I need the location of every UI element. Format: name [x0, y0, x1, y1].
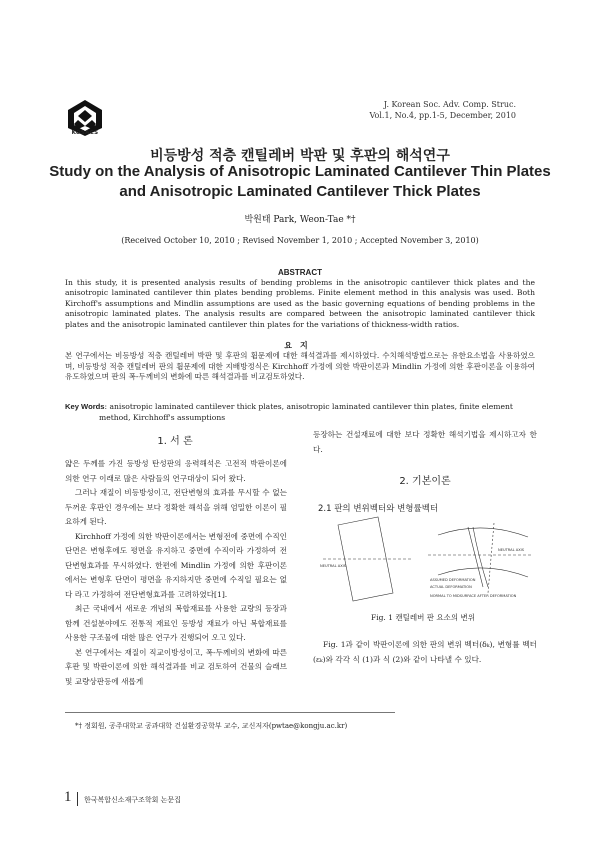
section-1-paragraph: 그러나 재질이 비등방성이고, 전단변형의 효과를 무시할 수 없는 두꺼운 후판인 경우에는 보다 정확한 해석을 위해 엄밀한 이론이 필요하게 된다. [65, 488, 287, 526]
section-1-paragraph: 본 연구에서는 재질이 직교이방성이고, 폭-두께비의 변화에 따른 후판 및 박판이론에 의한 해석결과를 비교 검토하여 건물의 슬래브 및 교량상판등에 새롭게 [65, 647, 287, 686]
received-dates: (Received October 10, 2010 ; Revised November 1, 2010 ; Accepted November 3, 2010) [121, 236, 479, 245]
korean-abstract-heading: 요지 [284, 341, 316, 350]
figure-1-caption: Fig. 1 캔틸레버 판 요소의 변위 [371, 613, 475, 622]
title-english-line-1: Study on the Analysis of Anisotropic Laminated Cantilever Thin Plates [49, 163, 551, 180]
section-1-paragraph: 얇은 두께를 가진 등방성 탄성판의 응력해석은 고전적 박판이론에 의한 연구 이래로 많은 사람들의 연구대상이 되어 왔다. [65, 459, 287, 483]
section-2-heading: 2. 기본이론 [399, 476, 451, 487]
label-actual-deformation: ACTUAL DEFORMATION [430, 585, 472, 589]
section-1-paragraph: Kirchhoff 가정에 의한 박판이론에서는 변형전에 중면에 수직인 단면은 변형후에도 평면을 유지하고 중면에 수직이라 가정하여 전단변형효과를 무시하였다. 한편에 Mindlin 가정에 의한 후판이론에서는 변형후 단면이 평면을 유지하지만 중면에 수직일 필요는 없다 라고 가정하여 전단변형효과를 고려하였다[1]. [65, 531, 287, 599]
section-1-heading: 1. 서 론 [157, 436, 193, 447]
keywords-label: Key Words [65, 402, 105, 411]
page-number-divider [77, 792, 78, 806]
footer-journal-name: 한국복합신소재구조학회 논문집 [84, 796, 181, 804]
keywords [65, 402, 535, 423]
keywords-text-2: method, Kirchhoff's assumptions [99, 412, 226, 422]
label-normal-to-midsurface: NORMAL TO MIDSURFACE AFTER DEFORMATION [430, 594, 517, 598]
journal-line-2: Vol.1, No.4, pp.1-5, December, 2010 [369, 111, 516, 120]
footnote-divider [65, 712, 395, 713]
korean-abstract-text: 본 연구에서는 비등방성 적층 캔틸레버 박판 및 후판의 휨문제에 대한 해석결과를 제시하였다. 수치해석방법으로는 유한요소법을 사용하였으며, 비등방성 적층 캔틸레버 판의 휨문제에 대한 지배방정식은 Kirchhoff 가정에 의한 박판이론과 Mindlin 가정에 의한 후판이론을 이용하여 유도하였으며 판의 폭-두께비의 변화에 따른 해석결과를 비교검토하였다. [65, 351, 535, 382]
title-english-line-2: and Anisotropic Laminated Cantilever Thick Plates [119, 183, 481, 200]
deformed-surface-top [438, 528, 528, 537]
authors: 박원태 Park, Weon-Tae *† [244, 215, 356, 225]
page-number: 1 [64, 789, 72, 805]
section-2-body [313, 638, 537, 667]
abstract-heading: ABSTRACT [278, 268, 322, 277]
journal-line-1: J. Korean Soc. Adv. Comp. Struc. [383, 100, 516, 109]
title-korean: 비등방성 적층 캔틸레버 박판 및 후판의 해석연구 [150, 148, 450, 164]
label-neutral-axis-right: NEUTRAL AXIS [498, 548, 525, 552]
label-neutral-axis-left: NEUTRAL AXIS [320, 564, 347, 568]
journal-info [370, 99, 516, 121]
footnote: *† 정회원, 공주대학교 공과대학 건설환경공학부 교수, 교신저자(pwtae@kongju.ac.kr) [75, 722, 348, 730]
abstract-text: In this study, it is presented analysis results of bending problems in the anisotropic cantilever thick plates and the anisotropic laminated cantilever thin plates bending problems. Finite element method in this analysis was used. Both Kirchoff's assumptions and Mindlin assumptions are used as the basic governing equations of bending problems in the anisotropic laminated plates. The analysis results are compared between the anisotropic laminated cantilever thick plates and the anisotropic laminated cantilever thin plates for the variations of thickness-width ratios. [65, 278, 535, 329]
section-1-body [65, 457, 287, 689]
normal-line [488, 523, 494, 593]
label-assumed-deformation: ASSUMED DEFORMATION [430, 578, 476, 582]
figure-1-diagram [318, 515, 538, 603]
section-1-paragraph: 최근 국내에서 새로운 개념의 복합재료를 사용한 교량의 등장과 함께 건설분야에도 전통적 재료인 등방성 재료가 아닌 복합재료를 사용한 구조물에 대한 많은 연구가 진행되어 오고 있다. [65, 604, 287, 642]
keywords-text: : anisotropic laminated cantilever thick plates, anisotropic laminated cantilever thin plates, finite element [104, 402, 513, 411]
section-2-paragraph: Fig. 1과 같이 박판이론에 의한 판의 변위 벡터(δₖ), 변형률 벡터 (εₖ)와 각각 식 (1)과 식 (2)와 같이 나타낼 수 있다. [313, 640, 537, 664]
logo-label: KOSACS [71, 130, 99, 136]
section-1-continuation: 등장하는 건설재료에 대한 보다 정확한 해석기법을 제시하고자 한다. [313, 430, 537, 454]
subsection-2-1-heading: 2.1 판의 변위벡터와 변형률벡터 [318, 504, 439, 514]
